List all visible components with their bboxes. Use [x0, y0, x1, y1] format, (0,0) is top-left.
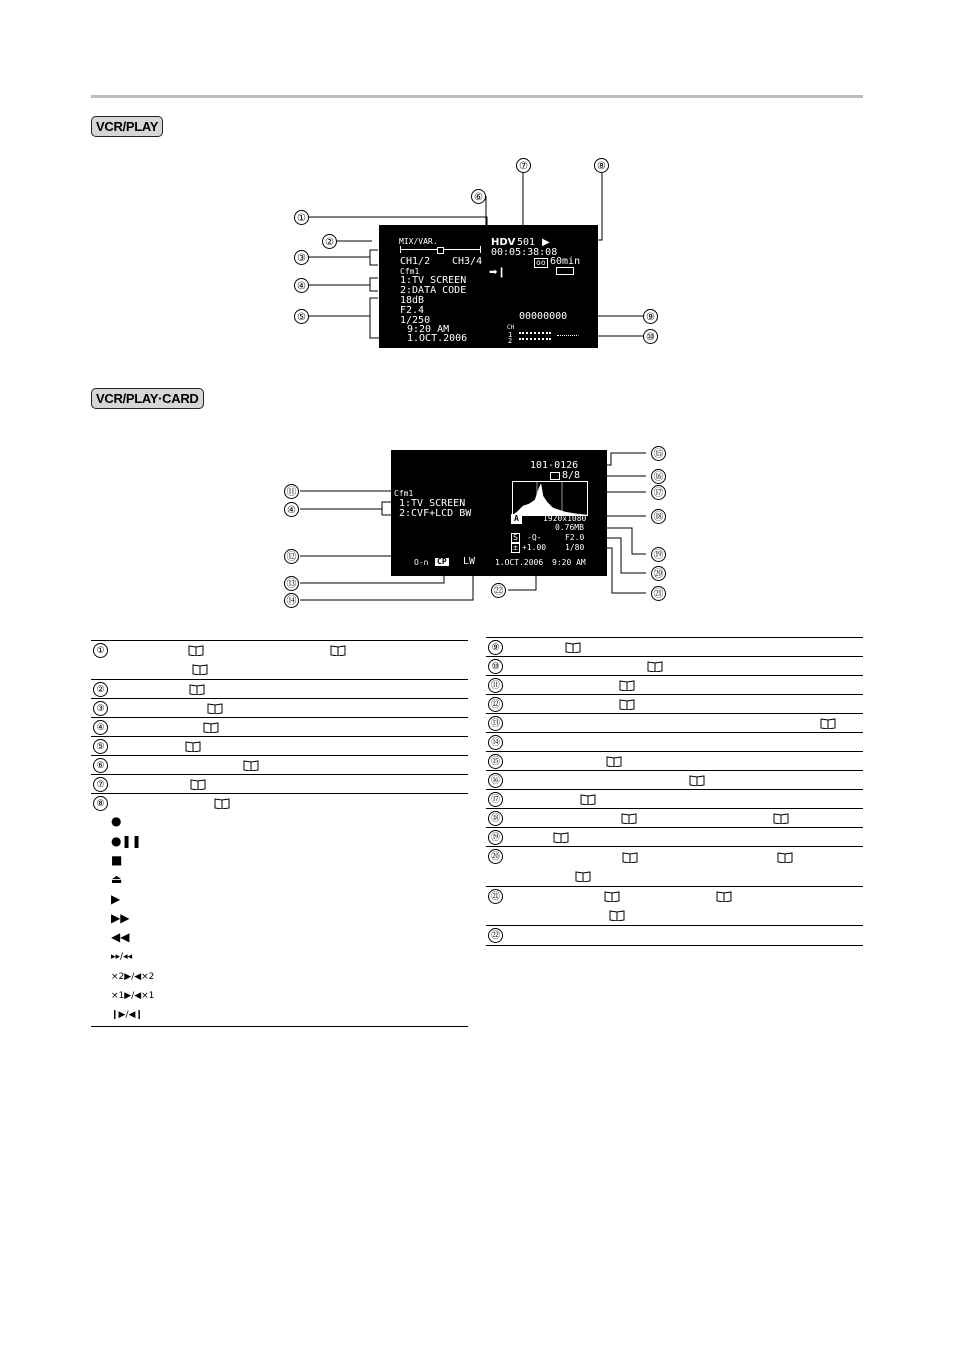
callout-3: ③ — [294, 250, 309, 265]
play-operation-icon: ▶ — [542, 237, 550, 248]
callout-1: ① — [294, 210, 309, 225]
ch12-label: CH1/2 — [400, 256, 431, 267]
file-number: 101-0126 — [530, 460, 579, 471]
exposure-value: +1.00 — [522, 543, 547, 552]
callout-22: ㉒ — [491, 583, 506, 598]
legend-row-9 — [486, 637, 863, 657]
book-reference-icon — [609, 908, 625, 919]
screen-line1: 1:TV SCREEN — [400, 275, 467, 286]
book-reference-icon — [619, 678, 635, 689]
book-reference-icon — [190, 777, 206, 788]
image-count: 8/8 — [562, 470, 581, 481]
book-reference-icon — [716, 889, 732, 900]
callout-20: ⑳ — [651, 566, 666, 581]
ch34-label: CH3/4 — [452, 256, 483, 267]
legend-num: ⑯ — [488, 773, 503, 788]
time-2: 9:20 AM — [552, 558, 586, 567]
book-reference-icon — [580, 792, 596, 803]
card-icon-2: Cfm1 — [394, 489, 414, 498]
book-reference-icon — [647, 659, 663, 670]
left-legend-table — [91, 640, 468, 1026]
legend-row-18 — [486, 808, 863, 828]
book-reference-icon — [207, 701, 223, 712]
timecode: 00:05:38:08 — [491, 247, 558, 258]
book-reference-icon — [622, 850, 638, 861]
gain-value: 18dB — [400, 295, 425, 306]
card-icon: Cfm1 — [400, 267, 420, 276]
legend-num: ㉒ — [488, 928, 503, 943]
date-2: 1.OCT.2006 — [495, 558, 544, 567]
legend-num: ⑰ — [488, 792, 503, 807]
book-reference-icon — [575, 869, 591, 880]
histogram-graph — [513, 482, 587, 515]
frame-advance-icon: ❙▶/◀❙ — [111, 1010, 143, 1020]
callout-17: ⑰ — [651, 485, 666, 500]
eject-icon: ⏏ — [111, 872, 123, 886]
vcr-play-card-screen — [391, 450, 607, 576]
legend-num: ⑩ — [488, 659, 503, 674]
callout-15: ⑮ — [651, 446, 666, 461]
file-size: 0.76MB — [555, 523, 584, 532]
legend-row-14 — [486, 732, 863, 752]
book-reference-icon — [565, 640, 581, 651]
callout-12: ⑫ — [284, 549, 299, 564]
legend-row-13 — [486, 713, 863, 733]
book-reference-icon — [689, 773, 705, 784]
legend-row-3 — [91, 698, 468, 718]
stop-icon: ■ — [111, 853, 123, 867]
legend-row-8 — [91, 793, 468, 1027]
callout-2: ② — [322, 234, 337, 249]
x2-playback-icon: ×2▶/◀×2 — [111, 972, 155, 982]
callout-7: ⑦ — [516, 158, 531, 173]
screen2-line1: 1:TV SCREEN — [399, 498, 466, 509]
legend-num: ⑨ — [488, 640, 503, 655]
book-reference-icon — [621, 811, 637, 822]
book-reference-icon — [189, 682, 205, 693]
legend-row-12 — [486, 694, 863, 714]
aperture-2: F2.0 — [565, 533, 585, 542]
callout-13: ⑬ — [284, 576, 299, 591]
legend-row-11 — [486, 675, 863, 695]
wb-icon: S — [513, 533, 518, 542]
image-quality: LW — [463, 556, 476, 567]
legend-row-20 — [486, 846, 863, 887]
legend-num: ⑬ — [488, 716, 503, 731]
legend-row-5 — [91, 736, 468, 756]
legend-row-7 — [91, 774, 468, 794]
legend-num: ⑤ — [93, 739, 108, 754]
exposure-icon: ± — [513, 543, 518, 552]
legend-num: ② — [93, 682, 108, 697]
tape-icon: oo — [536, 258, 546, 267]
book-reference-icon — [330, 643, 346, 654]
shutter-value: 1/250 — [400, 315, 431, 326]
legend-row-17 — [486, 789, 863, 809]
book-reference-icon — [777, 850, 793, 861]
legend-row-22 — [486, 925, 863, 946]
fast-forward-icon: ▶▶ — [111, 911, 130, 925]
callout-11: ⑪ — [284, 484, 299, 499]
book-reference-icon — [188, 643, 204, 654]
date-value: 1.OCT.2006 — [407, 333, 468, 344]
book-reference-icon — [619, 697, 635, 708]
legend-num: ④ — [93, 720, 108, 735]
book-reference-icon — [243, 758, 259, 769]
right-legend-table — [486, 637, 863, 947]
record-pause-icon: ●❚❚ — [111, 834, 142, 848]
book-reference-icon — [606, 754, 622, 765]
legend-num: ⑫ — [488, 697, 503, 712]
callout-18: ⑱ — [651, 509, 666, 524]
book-reference-icon — [214, 796, 230, 807]
legend-row-6 — [91, 755, 468, 775]
book-reference-icon — [604, 889, 620, 900]
legend-num: ⑲ — [488, 830, 503, 845]
callout-21: ㉑ — [651, 586, 666, 601]
end-search-icon: ➡❙ — [489, 267, 506, 278]
protect-icon: O-n — [414, 558, 429, 567]
legend-num: ㉑ — [488, 889, 503, 904]
callout-5: ⑤ — [294, 309, 309, 324]
rewind-icon: ◀◀ — [111, 930, 130, 944]
shutter-2: 1/80 — [565, 543, 585, 552]
book-reference-icon — [185, 739, 201, 750]
play-icon: ▶ — [111, 892, 121, 906]
legend-row-2 — [91, 679, 468, 699]
image-icon — [550, 472, 560, 480]
tape-counter: 00000000 — [519, 311, 568, 322]
white-balance: -Q- — [527, 533, 542, 542]
legend-row-21 — [486, 886, 863, 926]
legend-row-19 — [486, 827, 863, 847]
callout-9: ⑨ — [643, 309, 658, 324]
legend-num: ⑥ — [93, 758, 108, 773]
resolution: 1920x1080 — [543, 514, 587, 523]
legend-num: ⑱ — [488, 811, 503, 826]
callout-14: ⑭ — [284, 593, 299, 608]
tape-remaining: 60min — [550, 256, 581, 267]
book-reference-icon — [553, 830, 569, 841]
mix-label: MIX/VAR. — [399, 237, 438, 246]
legend-num: ③ — [93, 701, 108, 716]
legend-row-15 — [486, 751, 863, 771]
record-icon: ● — [111, 814, 122, 828]
legend-num: ⑭ — [488, 735, 503, 750]
hdv-mode: 501 — [517, 237, 536, 248]
callout-6: ⑥ — [471, 189, 486, 204]
callout-10: ⑩ — [643, 329, 658, 344]
legend-num: ⑧ — [93, 796, 108, 811]
audio-ch-label: CH — [507, 324, 515, 331]
time-value: 9:20 AM — [407, 324, 450, 335]
book-reference-icon — [773, 811, 789, 822]
audio-ch-2: 2 — [508, 337, 513, 345]
book-reference-icon — [203, 720, 219, 731]
histogram — [512, 481, 588, 516]
callout-19: ⑲ — [651, 547, 666, 562]
screen-line2: 2:DATA CODE — [400, 285, 467, 296]
legend-num: ① — [93, 643, 108, 658]
screen2-line2: 2:CVF+LCD BW — [399, 508, 472, 519]
x1-playback-icon: ×1▶/◀×1 — [111, 991, 155, 1001]
callout-8: ⑧ — [594, 158, 609, 173]
callout-4: ④ — [294, 278, 309, 293]
legend-num: ⑪ — [488, 678, 503, 693]
book-reference-icon — [820, 716, 836, 727]
legend-row-16 — [486, 770, 863, 790]
print-order-icon: CP — [437, 557, 447, 566]
callout-16: ⑯ — [651, 469, 666, 484]
legend-row-4 — [91, 717, 468, 737]
aperture-value: F2.4 — [400, 305, 425, 316]
legend-num: ⑦ — [93, 777, 108, 792]
audio-ch-1: 1 — [508, 331, 513, 339]
vcr-play-card-badge: VCR/PLAY·CARD — [91, 388, 204, 409]
vcr-play-badge: VCR/PLAY — [91, 116, 163, 137]
callout-4b: ④ — [284, 502, 299, 517]
legend-row-10 — [486, 656, 863, 676]
recording-mode-icon: A — [511, 514, 522, 524]
book-reference-icon — [192, 662, 208, 673]
legend-num: ⑳ — [488, 849, 503, 864]
fwd-rev-playback-icon: ▸▸/◂◂ — [111, 952, 133, 962]
legend-num: ⑮ — [488, 754, 503, 769]
hdv-label: HDV — [491, 237, 516, 248]
legend-row-1 — [91, 640, 468, 681]
